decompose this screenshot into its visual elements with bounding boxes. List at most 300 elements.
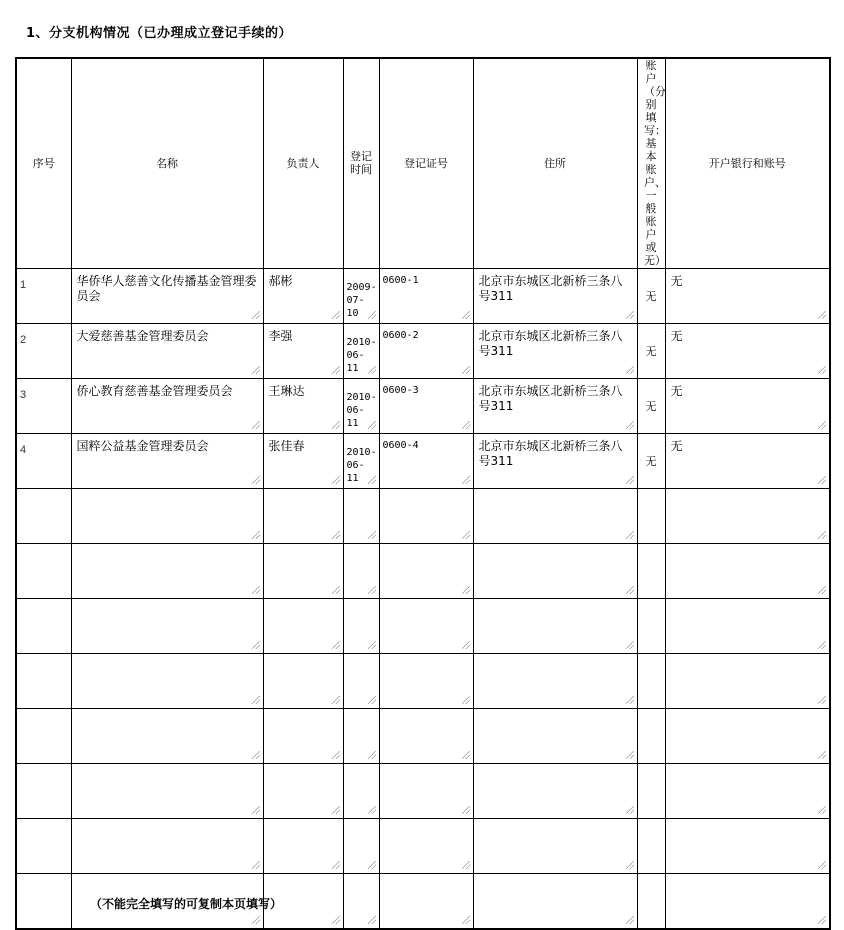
bank-field-text: 无 [670, 274, 683, 288]
reg-no-cell [379, 269, 473, 324]
name-field[interactable] [74, 381, 261, 430]
seq-value: 4 [20, 444, 27, 456]
resize-grip-icon[interactable] [626, 806, 634, 814]
resize-grip-icon[interactable] [252, 806, 260, 814]
reg-time-cell [343, 434, 379, 489]
name-field-text: 大爱慈善基金管理委员会 [76, 329, 209, 343]
resize-grip-icon[interactable] [626, 531, 634, 539]
seq-cell [16, 434, 71, 489]
resize-grip-icon[interactable] [462, 476, 470, 484]
header-name: 名称 [71, 58, 263, 269]
section-title: 1、分支机构情况（已办理成立登记手续的） [26, 26, 293, 41]
resize-grip-icon[interactable] [368, 806, 376, 814]
name-field[interactable] [74, 821, 261, 870]
reg-no-cell [379, 324, 473, 379]
resize-grip-icon[interactable] [368, 861, 376, 869]
leader-field[interactable] [266, 436, 341, 485]
address-field[interactable] [476, 656, 635, 705]
resize-grip-icon[interactable] [818, 916, 826, 924]
leader-cell [263, 764, 343, 819]
bank-field[interactable] [668, 766, 828, 815]
leader-cell [263, 654, 343, 709]
name-field-text: 华侨华人慈善文化传播基金管理委员会 [76, 274, 257, 303]
name-field[interactable] [74, 326, 261, 375]
resize-grip-icon[interactable] [626, 751, 634, 759]
reg-time-cell [343, 489, 379, 544]
reg-time-cell [343, 544, 379, 599]
account-type-cell [637, 324, 665, 379]
leader-field-text: 张佳春 [268, 439, 305, 453]
address-field[interactable] [476, 876, 635, 925]
leader-field[interactable] [266, 656, 341, 705]
reg-time-field-text: 2010-06-11 [346, 337, 377, 374]
resize-grip-icon[interactable] [332, 366, 340, 374]
reg-time-cell [343, 269, 379, 324]
seq-value: 1 [20, 279, 27, 291]
account-type-cell [637, 819, 665, 874]
address-cell [473, 764, 637, 819]
reg-no-field[interactable] [382, 656, 471, 705]
seq-value [17, 654, 71, 664]
resize-grip-icon[interactable] [462, 641, 470, 649]
address-cell [473, 269, 637, 324]
reg-time-field[interactable] [346, 766, 377, 815]
account-type-cell [637, 379, 665, 434]
resize-grip-icon[interactable] [332, 696, 340, 704]
reg-no-field[interactable] [382, 381, 471, 430]
resize-grip-icon[interactable] [462, 806, 470, 814]
bank-field[interactable] [668, 491, 828, 540]
bank-field[interactable] [668, 601, 828, 650]
reg-time-cell [343, 599, 379, 654]
reg-time-cell [343, 654, 379, 709]
name-field-text: 侨心教育慈善基金管理委员会 [76, 384, 233, 398]
resize-grip-icon[interactable] [818, 751, 826, 759]
resize-grip-icon[interactable] [332, 586, 340, 594]
bank-cell [665, 544, 830, 599]
resize-grip-icon[interactable] [462, 531, 470, 539]
resize-grip-icon[interactable] [462, 421, 470, 429]
reg-no-field-text: 0600-3 [382, 385, 419, 396]
address-field[interactable] [476, 766, 635, 815]
resize-grip-icon[interactable] [626, 586, 634, 594]
reg-no-field[interactable] [382, 876, 471, 925]
resize-grip-icon[interactable] [368, 751, 376, 759]
header-reg-time: 登记时间 [343, 58, 379, 269]
seq-value [17, 874, 71, 884]
account-type-value [638, 489, 665, 542]
address-field[interactable] [476, 711, 635, 760]
bank-field[interactable] [668, 711, 828, 760]
seq-value [17, 599, 71, 609]
name-cell [71, 324, 263, 379]
resize-grip-icon[interactable] [626, 366, 634, 374]
reg-no-field[interactable] [382, 711, 471, 760]
reg-time-cell [343, 709, 379, 764]
name-field[interactable] [74, 491, 261, 540]
account-type-cell [637, 874, 665, 929]
resize-grip-icon[interactable] [368, 586, 376, 594]
reg-time-field[interactable] [346, 546, 377, 595]
name-field[interactable] [74, 656, 261, 705]
resize-grip-icon[interactable] [252, 751, 260, 759]
reg-time-field-text: 2009-07-10 [346, 282, 377, 319]
reg-no-field[interactable] [382, 436, 471, 485]
name-cell [71, 379, 263, 434]
reg-time-field[interactable] [346, 381, 377, 430]
header-reg-no: 登记证号 [379, 58, 473, 269]
seq-cell [16, 599, 71, 654]
account-type-cell [637, 599, 665, 654]
account-type-value [638, 819, 665, 872]
bank-cell [665, 269, 830, 324]
leader-field-text: 郝彬 [268, 274, 293, 288]
bank-cell [665, 379, 830, 434]
seq-value [17, 819, 71, 829]
reg-no-field-text: 0600-2 [382, 330, 419, 341]
address-field-text: 北京市东城区北新桥三条八号311 [478, 439, 623, 468]
table-row [16, 544, 830, 599]
reg-time-field-text: 2010-06-11 [346, 447, 377, 484]
resize-grip-icon[interactable] [818, 696, 826, 704]
footnote: （不能完全填写的可复制本页填写） [90, 897, 283, 911]
seq-cell [16, 489, 71, 544]
table-row [16, 269, 830, 324]
reg-time-cell [343, 874, 379, 929]
address-cell [473, 489, 637, 544]
bank-cell [665, 434, 830, 489]
resize-grip-icon[interactable] [462, 366, 470, 374]
name-cell [71, 599, 263, 654]
account-type-cell [637, 764, 665, 819]
reg-time-field[interactable] [346, 711, 377, 760]
seq-value [17, 544, 71, 554]
address-field-text: 北京市东城区北新桥三条八号311 [478, 274, 623, 303]
resize-grip-icon[interactable] [368, 421, 376, 429]
seq-cell [16, 269, 71, 324]
seq-cell [16, 379, 71, 434]
seq-value [17, 764, 71, 774]
bank-cell [665, 324, 830, 379]
name-field[interactable] [74, 711, 261, 760]
reg-no-cell [379, 599, 473, 654]
resize-grip-icon[interactable] [332, 751, 340, 759]
resize-grip-icon[interactable] [252, 696, 260, 704]
table-row [16, 434, 830, 489]
account-type-value: 无 [645, 344, 657, 358]
account-type-cell [637, 709, 665, 764]
leader-cell [263, 819, 343, 874]
leader-cell [263, 544, 343, 599]
bank-cell [665, 709, 830, 764]
reg-no-field[interactable] [382, 491, 471, 540]
reg-time-field[interactable] [346, 601, 377, 650]
reg-time-field[interactable] [346, 436, 377, 485]
header-bank: 开户银行和账号 [665, 58, 830, 269]
resize-grip-icon[interactable] [818, 366, 826, 374]
leader-field[interactable] [266, 821, 341, 870]
bank-cell [665, 489, 830, 544]
resize-grip-icon[interactable] [626, 476, 634, 484]
table-row [16, 324, 830, 379]
resize-grip-icon[interactable] [462, 916, 470, 924]
reg-time-field[interactable] [346, 491, 377, 540]
reg-time-cell [343, 764, 379, 819]
resize-grip-icon[interactable] [462, 586, 470, 594]
leader-field[interactable] [266, 326, 341, 375]
reg-time-cell [343, 324, 379, 379]
bank-field-text: 无 [670, 439, 683, 453]
table-row [16, 764, 830, 819]
resize-grip-icon[interactable] [818, 861, 826, 869]
reg-no-field[interactable] [382, 271, 471, 320]
account-type-value [638, 544, 665, 597]
bank-cell [665, 874, 830, 929]
reg-time-cell [343, 379, 379, 434]
resize-grip-icon[interactable] [626, 916, 634, 924]
resize-grip-icon[interactable] [332, 476, 340, 484]
account-type-value: 无 [645, 399, 657, 413]
leader-field[interactable] [266, 271, 341, 320]
address-cell [473, 324, 637, 379]
leader-field[interactable] [266, 491, 341, 540]
account-type-cell [637, 654, 665, 709]
reg-no-field[interactable] [382, 766, 471, 815]
reg-time-cell [343, 819, 379, 874]
resize-grip-icon[interactable] [462, 861, 470, 869]
resize-grip-icon[interactable] [462, 696, 470, 704]
reg-time-field[interactable] [346, 326, 377, 375]
address-field[interactable] [476, 491, 635, 540]
seq-cell [16, 324, 71, 379]
name-cell [71, 654, 263, 709]
reg-no-field[interactable] [382, 326, 471, 375]
bank-field[interactable] [668, 546, 828, 595]
reg-no-cell [379, 819, 473, 874]
seq-cell [16, 819, 71, 874]
seq-value [17, 709, 71, 719]
account-type-value [638, 599, 665, 652]
address-field[interactable] [476, 381, 635, 430]
table-header-row [16, 58, 830, 269]
seq-value [17, 489, 71, 499]
resize-grip-icon[interactable] [332, 916, 340, 924]
reg-no-cell [379, 709, 473, 764]
seq-value: 2 [20, 334, 27, 346]
address-field[interactable] [476, 601, 635, 650]
address-cell [473, 379, 637, 434]
bank-field-text: 无 [670, 329, 683, 343]
resize-grip-icon[interactable] [252, 311, 260, 319]
reg-no-cell [379, 874, 473, 929]
reg-no-field-text: 0600-4 [382, 440, 419, 451]
account-type-cell [637, 544, 665, 599]
bank-field[interactable] [668, 436, 828, 485]
resize-grip-icon[interactable] [332, 421, 340, 429]
seq-cell [16, 874, 71, 929]
reg-no-field[interactable] [382, 546, 471, 595]
seq-cell [16, 709, 71, 764]
leader-cell [263, 709, 343, 764]
address-field[interactable] [476, 821, 635, 870]
header-address: 住所 [473, 58, 637, 269]
seq-cell [16, 654, 71, 709]
reg-no-cell [379, 654, 473, 709]
resize-grip-icon[interactable] [252, 366, 260, 374]
address-field[interactable] [476, 546, 635, 595]
table-row [16, 709, 830, 764]
resize-grip-icon[interactable] [818, 641, 826, 649]
resize-grip-icon[interactable] [368, 311, 376, 319]
resize-grip-icon[interactable] [252, 861, 260, 869]
name-field[interactable] [74, 546, 261, 595]
address-field-text: 北京市东城区北新桥三条八号311 [478, 329, 623, 358]
resize-grip-icon[interactable] [332, 531, 340, 539]
address-cell [473, 654, 637, 709]
branch-table [15, 57, 831, 930]
account-type-cell [637, 434, 665, 489]
resize-grip-icon[interactable] [332, 311, 340, 319]
name-field[interactable] [74, 766, 261, 815]
resize-grip-icon[interactable] [626, 696, 634, 704]
leader-cell [263, 599, 343, 654]
name-cell [71, 544, 263, 599]
name-cell [71, 489, 263, 544]
resize-grip-icon[interactable] [332, 806, 340, 814]
address-cell [473, 434, 637, 489]
resize-grip-icon[interactable] [252, 421, 260, 429]
account-type-value: 无 [645, 289, 657, 303]
seq-cell [16, 544, 71, 599]
account-type-value: 无 [645, 454, 657, 468]
account-type-cell [637, 489, 665, 544]
resize-grip-icon[interactable] [462, 751, 470, 759]
account-type-value [638, 654, 665, 707]
bank-field[interactable] [668, 821, 828, 870]
table-row [16, 379, 830, 434]
resize-grip-icon[interactable] [462, 311, 470, 319]
address-cell [473, 819, 637, 874]
resize-grip-icon[interactable] [252, 476, 260, 484]
leader-cell [263, 379, 343, 434]
reg-no-cell [379, 379, 473, 434]
leader-cell [263, 434, 343, 489]
reg-no-cell [379, 544, 473, 599]
resize-grip-icon[interactable] [252, 531, 260, 539]
address-cell [473, 599, 637, 654]
resize-grip-icon[interactable] [818, 586, 826, 594]
address-cell [473, 874, 637, 929]
table-row [16, 599, 830, 654]
address-field[interactable] [476, 271, 635, 320]
bank-field[interactable] [668, 381, 828, 430]
resize-grip-icon[interactable] [252, 641, 260, 649]
resize-grip-icon[interactable] [368, 916, 376, 924]
reg-time-field[interactable] [346, 656, 377, 705]
resize-grip-icon[interactable] [368, 696, 376, 704]
reg-time-field[interactable] [346, 876, 377, 925]
name-cell [71, 434, 263, 489]
reg-time-field[interactable] [346, 271, 377, 320]
table-row [16, 654, 830, 709]
resize-grip-icon[interactable] [626, 861, 634, 869]
resize-grip-icon[interactable] [626, 311, 634, 319]
address-cell [473, 709, 637, 764]
address-field[interactable] [476, 436, 635, 485]
leader-cell [263, 324, 343, 379]
resize-grip-icon[interactable] [818, 531, 826, 539]
header-seq: 序号 [16, 58, 71, 269]
bank-field[interactable] [668, 326, 828, 375]
bank-cell [665, 599, 830, 654]
leader-field[interactable] [266, 381, 341, 430]
resize-grip-icon[interactable] [368, 531, 376, 539]
resize-grip-icon[interactable] [368, 641, 376, 649]
bank-cell [665, 654, 830, 709]
header-leader: 负责人 [263, 58, 343, 269]
header-account-type: 账户（分别填写：基本账户、一般账户或无） [637, 58, 665, 269]
resize-grip-icon[interactable] [818, 311, 826, 319]
leader-field[interactable] [266, 601, 341, 650]
name-field[interactable] [74, 436, 261, 485]
reg-time-field-text: 2010-06-11 [346, 392, 377, 429]
account-type-value [638, 764, 665, 817]
resize-grip-icon[interactable] [332, 641, 340, 649]
name-cell [71, 819, 263, 874]
resize-grip-icon[interactable] [818, 421, 826, 429]
reg-no-cell [379, 434, 473, 489]
bank-field-text: 无 [670, 384, 683, 398]
reg-no-field-text: 0600-1 [382, 275, 419, 286]
leader-cell [263, 489, 343, 544]
resize-grip-icon[interactable] [252, 916, 260, 924]
leader-cell [263, 269, 343, 324]
name-cell [71, 269, 263, 324]
name-field[interactable] [74, 271, 261, 320]
resize-grip-icon[interactable] [368, 366, 376, 374]
account-type-cell [637, 269, 665, 324]
address-field-text: 北京市东城区北新桥三条八号311 [478, 384, 623, 413]
name-cell [71, 709, 263, 764]
reg-no-cell [379, 489, 473, 544]
leader-field[interactable] [266, 546, 341, 595]
resize-grip-icon[interactable] [818, 476, 826, 484]
resize-grip-icon[interactable] [252, 586, 260, 594]
name-cell [71, 764, 263, 819]
leader-field[interactable] [266, 711, 341, 760]
reg-time-field[interactable] [346, 821, 377, 870]
bank-field[interactable] [668, 656, 828, 705]
table-row [16, 819, 830, 874]
bank-field[interactable] [668, 876, 828, 925]
reg-no-field[interactable] [382, 601, 471, 650]
account-type-value [638, 709, 665, 762]
resize-grip-icon[interactable] [626, 421, 634, 429]
name-field[interactable] [74, 601, 261, 650]
name-field-text: 国粹公益基金管理委员会 [76, 439, 209, 453]
address-field[interactable] [476, 326, 635, 375]
reg-no-field[interactable] [382, 821, 471, 870]
bank-field[interactable] [668, 271, 828, 320]
leader-field[interactable] [266, 766, 341, 815]
resize-grip-icon[interactable] [368, 476, 376, 484]
bank-cell [665, 819, 830, 874]
resize-grip-icon[interactable] [818, 806, 826, 814]
resize-grip-icon[interactable] [626, 641, 634, 649]
resize-grip-icon[interactable] [332, 861, 340, 869]
table-row [16, 489, 830, 544]
reg-no-cell [379, 764, 473, 819]
